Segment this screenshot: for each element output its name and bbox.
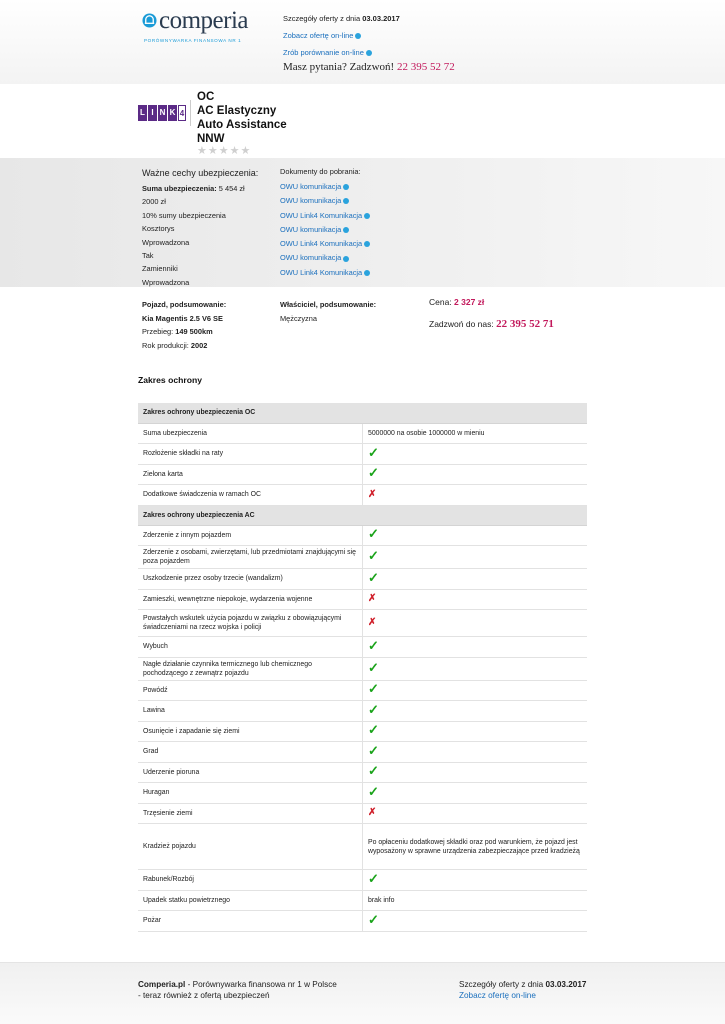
coverage-row <box>138 701 587 722</box>
coverage-label: Osunięcie i zapadanie się ziemi <box>138 721 363 742</box>
coverage-row <box>138 680 587 701</box>
brand-tagline: PORÓWNYWARKA FINANSOWA NR 1 <box>144 38 242 43</box>
coverage-value <box>363 870 588 891</box>
call-us <box>429 318 554 330</box>
coverage-row <box>138 783 587 804</box>
check-icon: ✓ <box>368 681 379 697</box>
page-footer <box>0 962 725 1024</box>
coverage-row <box>138 762 587 783</box>
year-value: 2002 <box>190 340 208 350</box>
price-value: 2 327 zł <box>454 297 485 307</box>
feature-value: 10% sumy ubezpieczenia <box>142 210 226 220</box>
comperia-logo-icon <box>142 13 157 28</box>
coverage-row <box>138 890 587 911</box>
star-icon: ★ <box>218 145 229 157</box>
star-icon: ★ <box>197 145 207 157</box>
sum-insured-label: Suma ubezpieczenia: <box>142 184 217 193</box>
price-label: Cena: <box>429 297 455 307</box>
coverage-section-label: Zakres ochrony ubezpieczenia AC <box>138 505 587 525</box>
owner-summary <box>280 298 376 325</box>
coverage-label: Zamieszki, wewnętrzne niepokoje, wydarzenia wojenne <box>138 589 363 610</box>
coverage-value <box>363 911 588 932</box>
check-icon: ✓ <box>368 444 379 460</box>
coverage-value: Po opłaceniu dodatkowej składki oraz pod warunkiem, że pojazd jest wyposażony w sprawne urządzenia zabezpieczające przed kradzieżą <box>363 824 588 870</box>
coverage-value <box>363 589 588 610</box>
check-icon: ✓ <box>368 548 379 563</box>
download-icon <box>343 227 349 233</box>
coverage-value <box>363 657 588 680</box>
document-link[interactable] <box>280 266 370 280</box>
check-icon: ✓ <box>368 870 379 886</box>
logo-letter: I <box>148 105 157 121</box>
coverage-label: Rabunek/Rozbój <box>138 870 363 891</box>
header-phone-line <box>283 61 455 73</box>
check-icon: ✓ <box>368 659 379 675</box>
check-icon: ✓ <box>368 526 379 542</box>
document-label: OWU Link4 Komunikacja <box>280 210 363 220</box>
offer-date: 03.03.2017 <box>362 14 400 23</box>
divider <box>190 100 191 126</box>
coverage-label: Zielona karta <box>138 464 363 485</box>
feature-value: Tak <box>142 250 154 260</box>
feature-value: Wprowadzona <box>142 237 190 247</box>
offer-date-prefix: Szczegóły oferty z dnia <box>283 14 363 23</box>
product-title-line: Auto Assistance <box>197 119 287 131</box>
mileage-row <box>142 325 226 339</box>
coverage-row <box>138 742 587 763</box>
footer-line2: - teraz również z ofertą ubezpieczeń <box>138 991 270 1000</box>
coverage-row <box>138 721 587 742</box>
coverage-value <box>363 610 588 637</box>
coverage-value <box>363 525 588 546</box>
check-icon: ✓ <box>368 465 379 481</box>
document-label: OWU Link4 Komunikacja <box>280 239 363 249</box>
coverage-label: Rozłożenie składki na raty <box>138 444 363 465</box>
download-icon <box>343 256 349 262</box>
coverage-row <box>138 824 587 870</box>
coverage-value <box>363 569 588 590</box>
brand-name: comperia <box>159 7 249 34</box>
coverage-row <box>138 546 587 569</box>
coverage-value: 5000000 na osobie 1000000 w mieniu <box>363 423 588 444</box>
documents-list <box>280 167 370 280</box>
check-icon: ✓ <box>368 722 379 738</box>
coverage-row <box>138 870 587 891</box>
check-icon: ✓ <box>368 637 379 653</box>
coverage-label: Lawina <box>138 701 363 722</box>
mileage-value: 149 500km <box>175 327 213 336</box>
download-icon <box>364 270 370 276</box>
download-icon <box>343 198 349 204</box>
vehicle-summary <box>142 298 226 352</box>
footer-date-prefix: Szczegóły oferty z dnia <box>459 980 546 989</box>
coverage-value <box>363 485 588 506</box>
year-label: Rok produkcji: <box>142 340 191 350</box>
mileage-label: Przebieg: <box>142 327 176 336</box>
coverage-table <box>138 403 587 932</box>
document-link[interactable] <box>280 251 370 265</box>
coverage-row <box>138 464 587 485</box>
coverage-label: Uderzenie pioruna <box>138 762 363 783</box>
document-link[interactable] <box>280 180 370 194</box>
coverage-row <box>138 803 587 824</box>
footer-view-online-link[interactable]: Zobacz ofertę on-line <box>459 991 536 1000</box>
cross-icon: ✗ <box>368 807 377 819</box>
cross-icon: ✗ <box>368 488 377 500</box>
document-link[interactable] <box>280 237 370 251</box>
compare-online-link[interactable] <box>283 48 400 57</box>
cross-icon: ✗ <box>368 593 377 605</box>
price <box>429 297 484 307</box>
call-label: Zadzwoń do nas: <box>429 319 497 329</box>
coverage-label: Zderzenie z innym pojazdem <box>138 525 363 546</box>
coverage-label: Powstałych wskutek użycia pojazdu w związku z obowiązującymi świadczeniami na rzecz wojska i policji <box>138 610 363 637</box>
sum-insured-row <box>142 182 258 195</box>
coverage-value <box>363 721 588 742</box>
check-icon: ✓ <box>368 783 379 799</box>
footer-brand[interactable]: Comperia.pl <box>138 980 186 989</box>
compare-online-label: Zrób porównanie on-line <box>283 48 364 57</box>
coverage-label: Dodatkowe świadczenia w ramach OC <box>138 485 363 506</box>
call-phone-number[interactable]: 22 395 52 71 <box>496 318 554 330</box>
coverage-label: Nagłe działanie czynnika termicznego lub chemicznego pochodzącego z zewnątrz pojazdu <box>138 657 363 680</box>
product-title-line: NNW <box>197 133 225 145</box>
info-icon <box>355 33 361 39</box>
offer-date-line <box>283 14 400 23</box>
coverage-section-header <box>138 403 587 423</box>
check-icon: ✓ <box>368 569 379 585</box>
coverage-row <box>138 911 587 932</box>
year-row <box>142 339 226 353</box>
footer-offer-info <box>459 979 586 1001</box>
document-label: OWU Link4 Komunikacja <box>280 267 363 277</box>
coverage-value <box>363 637 588 658</box>
document-label: OWU komunikacja <box>280 253 342 263</box>
star-icon: ★ <box>207 145 218 157</box>
coverage-row <box>138 610 587 637</box>
coverage-row <box>138 423 587 444</box>
questions-text: Masz pytania? Zadzwoń! <box>283 61 395 73</box>
coverage-row <box>138 525 587 546</box>
logo-letter: 4 <box>178 105 186 121</box>
footer-line1: - Porównywarka finansowa nr 1 w Polsce <box>185 980 337 989</box>
owner-gender: Mężczyzna <box>280 313 317 323</box>
document-label: OWU komunikacja <box>280 196 342 206</box>
coverage-value <box>363 701 588 722</box>
coverage-row <box>138 657 587 680</box>
rating-stars <box>197 146 250 156</box>
coverage-value <box>363 464 588 485</box>
coverage-label: Trzęsienie ziemi <box>138 803 363 824</box>
coverage-row <box>138 569 587 590</box>
product-title-line: AC Elastyczny <box>197 105 277 117</box>
documents-title: Dokumenty do pobrania: <box>280 167 361 176</box>
download-icon <box>364 241 370 247</box>
star-icon: ★ <box>229 145 240 157</box>
coverage-label: Zderzenie z osobami, zwierzętami, lub przedmiotami znajdującymi się poza pojazdem <box>138 546 363 569</box>
coverage-value <box>363 762 588 783</box>
check-icon: ✓ <box>368 911 379 927</box>
logo-letter: L <box>138 105 147 121</box>
document-label: OWU komunikacja <box>280 224 342 234</box>
check-icon: ✓ <box>368 763 379 779</box>
check-icon: ✓ <box>368 742 379 758</box>
coverage-section-header <box>138 505 587 525</box>
vehicle-model: Kia Magentis 2.5 V6 SE <box>142 313 223 323</box>
star-icon: ★ <box>240 145 251 157</box>
feature-value: Zamienniki <box>142 264 178 274</box>
check-icon: ✓ <box>368 701 379 717</box>
product-title-line: OC <box>197 91 215 103</box>
sum-insured-value: 5 454 zł <box>216 184 245 193</box>
coverage-row <box>138 589 587 610</box>
product-title <box>197 90 287 146</box>
coverage-label: Powódź <box>138 680 363 701</box>
coverage-value <box>363 783 588 804</box>
coverage-value: brak info <box>363 890 588 911</box>
coverage-label: Pożar <box>138 911 363 932</box>
coverage-label: Grad <box>138 742 363 763</box>
document-link[interactable] <box>280 209 370 223</box>
cross-icon: ✗ <box>368 617 377 628</box>
info-icon <box>366 50 372 56</box>
coverage-value <box>363 444 588 465</box>
coverage-label: Kradzież pojazdu <box>138 824 363 870</box>
feature-value: Wprowadzona <box>142 277 190 287</box>
comperia-logo[interactable] <box>142 7 262 46</box>
insurer-logo <box>138 105 188 121</box>
feature-value: Kosztorys <box>142 224 175 234</box>
coverage-value <box>363 680 588 701</box>
logo-letter: N <box>158 105 167 121</box>
document-link[interactable] <box>280 194 370 208</box>
header-phone-number[interactable]: 22 395 52 72 <box>396 61 455 73</box>
coverage-value <box>363 742 588 763</box>
document-label: OWU komunikacja <box>280 182 342 191</box>
coverage-label: Wybuch <box>138 637 363 658</box>
coverage-section-title: Zakres ochrony <box>138 375 202 385</box>
coverage-label: Uszkodzenie przez osoby trzecie (wandalizm) <box>138 569 363 590</box>
coverage-label: Suma ubezpieczenia <box>138 423 363 444</box>
footer-offer-date: 03.03.2017 <box>545 980 587 989</box>
coverage-row <box>138 637 587 658</box>
document-link[interactable] <box>280 223 370 237</box>
feature-value: 2000 zł <box>142 197 166 207</box>
vehicle-title: Pojazd, podsumowanie: <box>142 300 227 309</box>
coverage-section-label: Zakres ochrony ubezpieczenia OC <box>138 403 587 423</box>
coverage-label: Huragan <box>138 783 363 804</box>
coverage-value <box>363 803 588 824</box>
features-title: Ważne cechy ubezpieczenia: <box>142 168 259 178</box>
view-online-label: Zobacz ofertę on-line <box>283 31 354 40</box>
view-online-link[interactable] <box>283 31 400 40</box>
footer-brand-text <box>138 979 337 1001</box>
key-features <box>142 168 258 289</box>
download-icon <box>364 213 370 219</box>
download-icon <box>343 184 349 190</box>
logo-letter: K <box>168 105 177 121</box>
offer-info <box>283 14 400 57</box>
coverage-row <box>138 485 587 506</box>
coverage-value <box>363 546 588 569</box>
coverage-label: Upadek statku powietrznego <box>138 890 363 911</box>
owner-title: Właściciel, podsumowanie: <box>280 300 377 309</box>
coverage-row <box>138 444 587 465</box>
